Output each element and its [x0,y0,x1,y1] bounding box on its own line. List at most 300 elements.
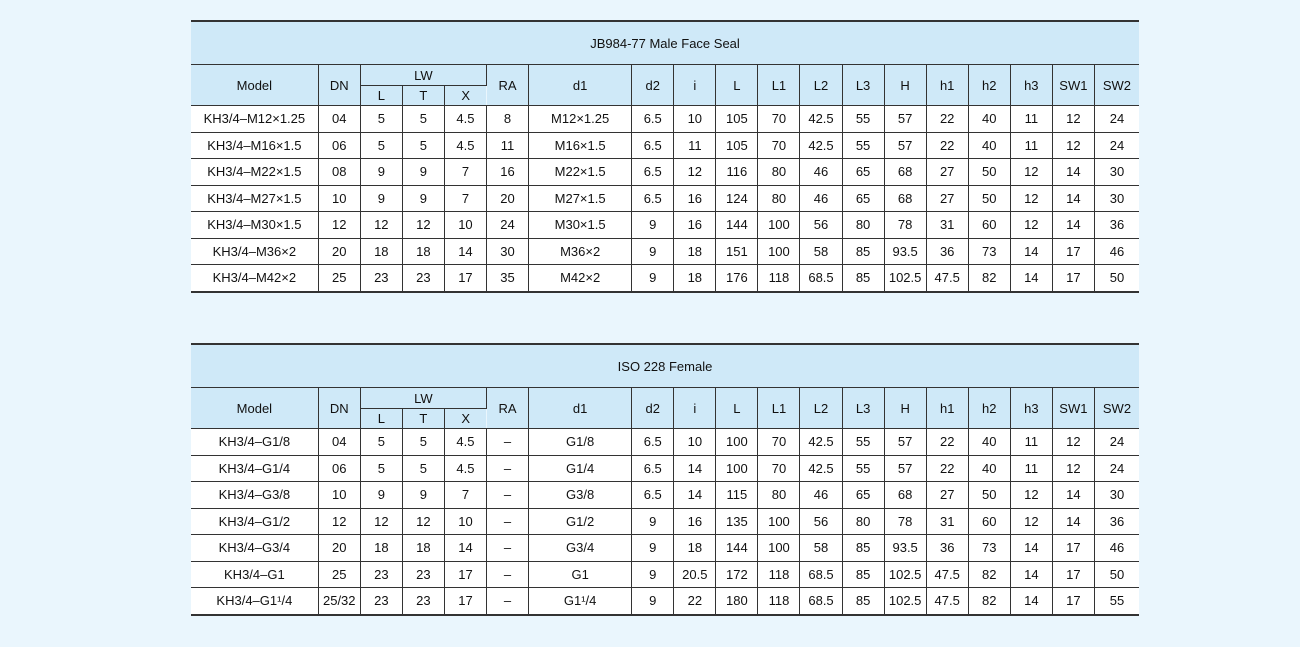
table-cell: 7 [444,482,486,509]
table-cell: G1¹/4 [529,588,632,615]
table-body [191,106,1139,292]
table-cell: 100 [758,535,800,562]
table-cell: 04 [318,429,360,456]
table-cell: 30 [1094,482,1139,509]
table-cell: 6.5 [632,106,674,133]
table-cell: 46 [800,159,842,186]
table-cell: 68.5 [800,265,842,292]
table-cell: 78 [884,508,926,535]
table-cell: 55 [1094,588,1139,615]
table-cell: 36 [926,238,968,265]
table-cell: 82 [968,588,1010,615]
table-cell: 80 [842,212,884,239]
table-cell: M42×2 [529,265,632,292]
table-cell: 6.5 [632,455,674,482]
table-cell: 12 [360,212,402,239]
table-cell: 18 [674,238,716,265]
table-cell: 118 [758,265,800,292]
table-cell: 85 [842,265,884,292]
table-cell: 85 [842,561,884,588]
table-cell: 68 [884,482,926,509]
table-cell: – [486,561,528,588]
header-h: H [884,388,926,429]
table-cell: 04 [318,106,360,133]
table-cell: 9 [402,482,444,509]
table-cell: 118 [758,561,800,588]
table-cell: 9 [632,561,674,588]
header-lw: LW [360,388,486,409]
table-cell: 06 [318,455,360,482]
table-cell: 12 [674,159,716,186]
table-cell: 57 [884,132,926,159]
table-cell: 20 [318,535,360,562]
table-cell: 9 [632,535,674,562]
table-cell: KH3/4–G3/4 [191,535,318,562]
table-row [191,185,1139,212]
table-cell: KH3/4–G1 [191,561,318,588]
table-cell: 10 [674,429,716,456]
table-cell: 180 [716,588,758,615]
table-cell: 20 [486,185,528,212]
table-cell: 14 [1010,265,1052,292]
table-cell: 9 [632,238,674,265]
table-cell: 50 [1094,561,1139,588]
header-lw-t: T [402,86,444,106]
table-cell: 27 [926,159,968,186]
table-cell: 82 [968,561,1010,588]
table-cell: 73 [968,535,1010,562]
table-row [191,159,1139,186]
table-cell: 16 [674,185,716,212]
table-cell: 12 [1052,455,1094,482]
table-cell: 5 [402,132,444,159]
header-h3: h3 [1010,388,1052,429]
table-cell: 12 [318,508,360,535]
table-cell: M16×1.5 [529,132,632,159]
table-cell: 115 [716,482,758,509]
table-cell: 17 [444,588,486,615]
table-cell: 176 [716,265,758,292]
table-cell: 6.5 [632,185,674,212]
header-model: Model [191,65,318,106]
table-cell: 22 [926,132,968,159]
table-cell: 17 [444,265,486,292]
table-cell: 22 [926,106,968,133]
table-cell: 27 [926,482,968,509]
table-cell: 93.5 [884,238,926,265]
header-i: i [674,65,716,106]
table-cell: G1/2 [529,508,632,535]
table-cell: 10 [318,185,360,212]
table-cell: KH3/4–M27×1.5 [191,185,318,212]
table-title: ISO 228 Female [191,344,1139,388]
table-cell: G1/4 [529,455,632,482]
table-cell: G1/8 [529,429,632,456]
header-sw2: SW2 [1094,65,1139,106]
table-cell: 60 [968,508,1010,535]
table-row [191,482,1139,509]
table-cell: 17 [1052,588,1094,615]
table-cell: 31 [926,508,968,535]
table-cell: 25/32 [318,588,360,615]
table-cell: 12 [1010,185,1052,212]
table-cell: 40 [968,132,1010,159]
table-cell: 100 [758,238,800,265]
table-cell: 14 [1010,588,1052,615]
table-cell: 14 [674,482,716,509]
header-sw1: SW1 [1052,388,1094,429]
table-cell: 78 [884,212,926,239]
table-cell: 57 [884,455,926,482]
header-l: L [716,388,758,429]
table-cell: 42.5 [800,132,842,159]
table-cell: 47.5 [926,588,968,615]
table-cell: 23 [360,561,402,588]
table-cell: 102.5 [884,588,926,615]
header-l3: L3 [842,388,884,429]
table-cell: 46 [800,482,842,509]
table-cell: 25 [318,265,360,292]
table-cell: 56 [800,212,842,239]
table-cell: – [486,588,528,615]
table-cell: 18 [402,238,444,265]
table-cell: 9 [360,159,402,186]
header-h1: h1 [926,65,968,106]
table-cell: 55 [842,132,884,159]
table-cell: 9 [360,482,402,509]
table-cell: 16 [486,159,528,186]
table-cell: 16 [674,508,716,535]
table-cell: 60 [968,212,1010,239]
table-cell: 11 [1010,429,1052,456]
table-cell: 100 [758,212,800,239]
table-cell: 65 [842,482,884,509]
table-cell: KH3/4–G1/8 [191,429,318,456]
table-cell: 68 [884,185,926,212]
table-body [191,429,1139,615]
spec-table-male-face-seal [191,20,1139,293]
table-cell: 18 [360,238,402,265]
table-cell: 14 [1010,535,1052,562]
table-cell: 24 [1094,429,1139,456]
table-cell: 6.5 [632,482,674,509]
table-cell: 57 [884,106,926,133]
table-cell: 42.5 [800,429,842,456]
table-cell: M36×2 [529,238,632,265]
table-cell: 5 [402,455,444,482]
table-cell: 172 [716,561,758,588]
table-cell: 12 [402,212,444,239]
table-cell: 47.5 [926,561,968,588]
table-cell: 24 [1094,455,1139,482]
table-cell: 42.5 [800,455,842,482]
table-row [191,265,1139,292]
table-cell: 22 [926,455,968,482]
table-cell: 50 [968,482,1010,509]
table-cell: 17 [1052,561,1094,588]
table-cell: KH3/4–G3/8 [191,482,318,509]
table-cell: 08 [318,159,360,186]
table-cell: M12×1.25 [529,106,632,133]
table-cell: 58 [800,535,842,562]
table-cell: KH3/4–G1/4 [191,455,318,482]
table-cell: 57 [884,429,926,456]
header-sw1: SW1 [1052,65,1094,106]
table-cell: 14 [444,535,486,562]
table-cell: KH3/4–M42×2 [191,265,318,292]
header-d1: d1 [529,388,632,429]
table-cell: 12 [1010,508,1052,535]
table-cell: G1 [529,561,632,588]
table-cell: 151 [716,238,758,265]
table-cell: KH3/4–M22×1.5 [191,159,318,186]
table-cell: KH3/4–M16×1.5 [191,132,318,159]
table-cell: 36 [1094,212,1139,239]
table-row [191,238,1139,265]
table-cell: 4.5 [444,429,486,456]
table-cell: 25 [318,561,360,588]
table-cell: 12 [360,508,402,535]
table-cell: 9 [632,508,674,535]
table-cell: 14 [1052,212,1094,239]
table-row [191,561,1139,588]
table-cell: 9 [632,265,674,292]
header-lw-t: T [402,409,444,429]
table-cell: 4.5 [444,132,486,159]
table-cell: 68.5 [800,588,842,615]
table-cell: 58 [800,238,842,265]
table-cell: 85 [842,238,884,265]
table-cell: 124 [716,185,758,212]
table-row [191,132,1139,159]
table-cell: 144 [716,535,758,562]
header-lw-x: X [444,86,486,106]
header-model: Model [191,388,318,429]
table-cell: 18 [674,535,716,562]
table-cell: – [486,455,528,482]
table-cell: 12 [1010,159,1052,186]
table-cell: 55 [842,455,884,482]
table-cell: 23 [402,588,444,615]
table-cell: 9 [402,159,444,186]
table-cell: 100 [758,508,800,535]
table-cell: 80 [842,508,884,535]
table-cell: 24 [1094,106,1139,133]
table-cell: KH3/4–G1¹/4 [191,588,318,615]
table-cell: 10 [674,106,716,133]
table-cell: 11 [1010,132,1052,159]
table-cell: G3/4 [529,535,632,562]
table-cell: 70 [758,455,800,482]
table-cell: 20.5 [674,561,716,588]
table-cell: 6.5 [632,429,674,456]
table-row [191,455,1139,482]
table-cell: 70 [758,429,800,456]
table-cell: 5 [402,106,444,133]
table-cell: KH3/4–G1/2 [191,508,318,535]
table-cell: 20 [318,238,360,265]
table-cell: 5 [360,132,402,159]
table-cell: 50 [968,159,1010,186]
table-cell: 14 [444,238,486,265]
table-cell: 18 [674,265,716,292]
table-cell: 73 [968,238,1010,265]
table-cell: 9 [360,185,402,212]
table-cell: 17 [1052,265,1094,292]
table-cell: 12 [1052,132,1094,159]
table-cell: 46 [1094,535,1139,562]
header-l2: L2 [800,388,842,429]
table-cell: 23 [402,561,444,588]
table-cell: 116 [716,159,758,186]
table-cell: 14 [1010,238,1052,265]
table-cell: 35 [486,265,528,292]
table-cell: 14 [1052,159,1094,186]
header-h1: h1 [926,388,968,429]
table-cell: 12 [318,212,360,239]
header-l1: L1 [758,388,800,429]
table-cell: 55 [842,106,884,133]
header-h2: h2 [968,65,1010,106]
table-cell: 23 [360,265,402,292]
table-cell: 85 [842,535,884,562]
table-cell: KH3/4–M36×2 [191,238,318,265]
table-cell: 6.5 [632,159,674,186]
table-cell: 36 [1094,508,1139,535]
header-ra: RA [486,388,528,429]
table-cell: 12 [402,508,444,535]
table-cell: 8 [486,106,528,133]
table-cell: 11 [1010,106,1052,133]
header-lw-l: L [360,409,402,429]
table-cell: 17 [444,561,486,588]
table-cell: 80 [758,482,800,509]
table-cell: 47.5 [926,265,968,292]
table-cell: 11 [1010,455,1052,482]
table-cell: 68 [884,159,926,186]
table-cell: 30 [486,238,528,265]
header-l: L [716,65,758,106]
table-row [191,106,1139,133]
table-cell: 11 [486,132,528,159]
table-cell: 55 [842,429,884,456]
table-cell: 24 [486,212,528,239]
table-cell: 30 [1094,159,1139,186]
header-l2: L2 [800,65,842,106]
header-d2: d2 [632,65,674,106]
header-dn: DN [318,388,360,429]
table-cell: 10 [444,212,486,239]
table-cell: KH3/4–M12×1.25 [191,106,318,133]
table-row [191,508,1139,535]
table-cell: 82 [968,265,1010,292]
table-cell: 22 [926,429,968,456]
table-cell: M30×1.5 [529,212,632,239]
table-cell: 10 [318,482,360,509]
table-cell: 5 [360,429,402,456]
table-cell: 12 [1052,106,1094,133]
table-cell: 65 [842,159,884,186]
table-cell: 100 [716,429,758,456]
table-cell: 14 [1052,508,1094,535]
table-cell: 30 [1094,185,1139,212]
table-cell: 105 [716,106,758,133]
header-l1: L1 [758,65,800,106]
header-lw: LW [360,65,486,86]
table-cell: 5 [402,429,444,456]
table-cell: 56 [800,508,842,535]
table-row [191,535,1139,562]
table-cell: 27 [926,185,968,212]
table-cell: 93.5 [884,535,926,562]
table-cell: – [486,508,528,535]
table-cell: 6.5 [632,132,674,159]
header-d2: d2 [632,388,674,429]
table-cell: 42.5 [800,106,842,133]
table-cell: 46 [1094,238,1139,265]
table-cell: 31 [926,212,968,239]
table-cell: 80 [758,185,800,212]
table-cell: 102.5 [884,561,926,588]
table-cell: 24 [1094,132,1139,159]
header-lw-x: X [444,409,486,429]
table-cell: 50 [1094,265,1139,292]
table-cell: 18 [402,535,444,562]
table-cell: 22 [674,588,716,615]
table-cell: 46 [800,185,842,212]
header-sw2: SW2 [1094,388,1139,429]
table-cell: 144 [716,212,758,239]
table-cell: 4.5 [444,106,486,133]
table-cell: 16 [674,212,716,239]
table-cell: – [486,429,528,456]
table-cell: 9 [632,212,674,239]
table-cell: 135 [716,508,758,535]
table-cell: 100 [716,455,758,482]
table-cell: 06 [318,132,360,159]
table-cell: 40 [968,429,1010,456]
header-h: H [884,65,926,106]
spec-table-iso228-female [191,343,1139,616]
table-title: JB984-77 Male Face Seal [191,21,1139,65]
table-row [191,429,1139,456]
table-cell: 50 [968,185,1010,212]
table-cell: M27×1.5 [529,185,632,212]
table-cell: KH3/4–M30×1.5 [191,212,318,239]
table-cell: 40 [968,106,1010,133]
table-cell: 9 [632,588,674,615]
table-cell: 40 [968,455,1010,482]
table-cell: 5 [360,455,402,482]
header-l3: L3 [842,65,884,106]
table-cell: 65 [842,185,884,212]
table-cell: 68.5 [800,561,842,588]
table-cell: 10 [444,508,486,535]
table-cell: – [486,535,528,562]
table-cell: 36 [926,535,968,562]
table-cell: – [486,482,528,509]
header-h2: h2 [968,388,1010,429]
table-cell: 14 [674,455,716,482]
table-cell: 85 [842,588,884,615]
table-row [191,212,1139,239]
header-ra: RA [486,65,528,106]
table-cell: 102.5 [884,265,926,292]
header-lw-l: L [360,86,402,106]
table-cell: 80 [758,159,800,186]
header-h3: h3 [1010,65,1052,106]
table-cell: 14 [1010,561,1052,588]
